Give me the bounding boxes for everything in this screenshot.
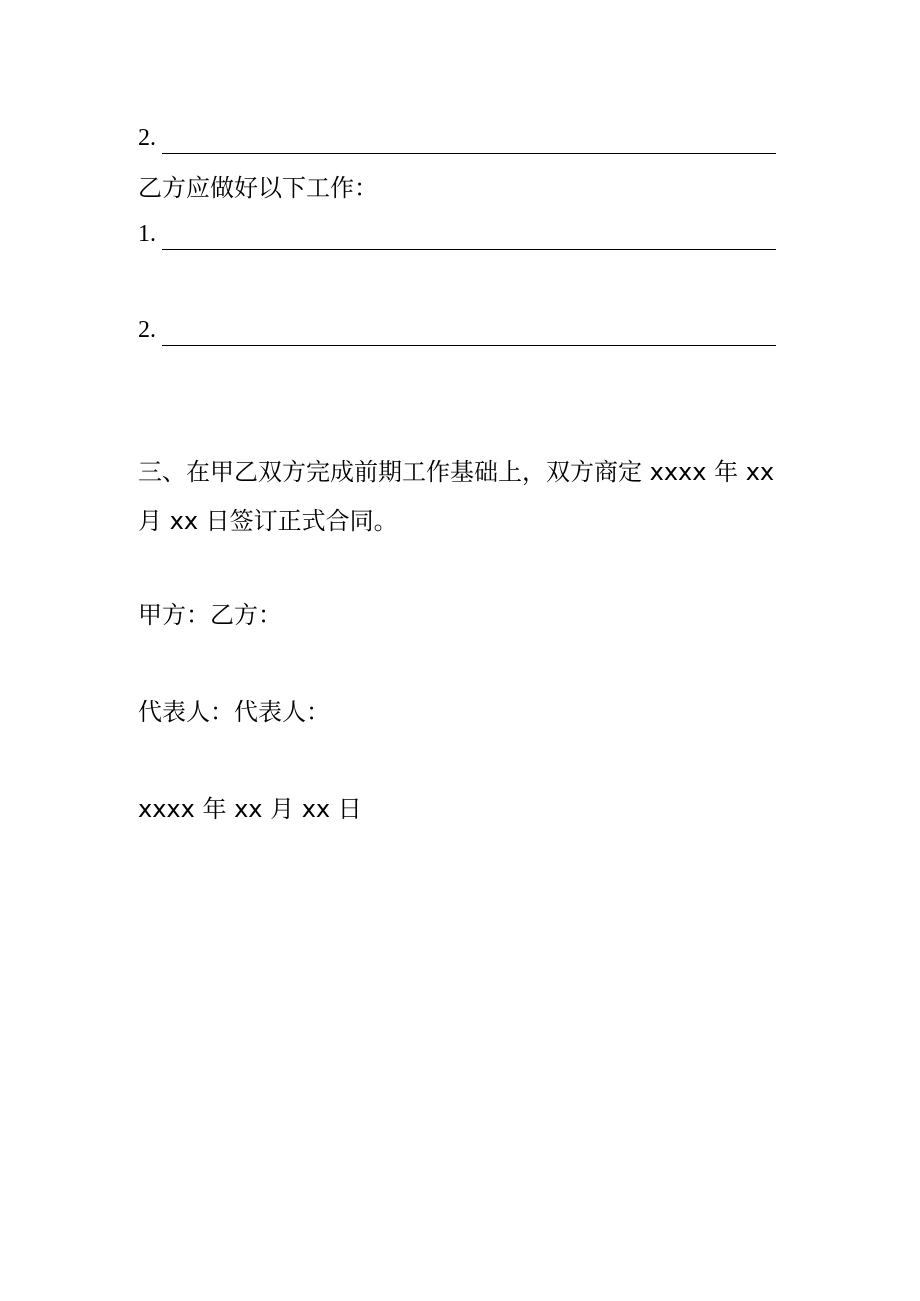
item-number: 1. — [138, 221, 156, 247]
clause-3-line-1: 三、在甲乙双方完成前期工作基础上，双方商定 xxxx 年 xx — [138, 458, 775, 486]
signature-representatives: 代表人：代表人： — [138, 698, 330, 726]
clause-3-line-2: 月 xx 日签订正式合同。 — [138, 507, 398, 535]
signature-parties: 甲方：乙方： — [138, 601, 282, 629]
signature-date: xxxx 年 xx 月 xx 日 — [138, 795, 362, 823]
fill-in-blank-line — [162, 153, 776, 154]
fill-in-blank-line — [162, 249, 776, 250]
party-b-item-2 — [138, 318, 776, 348]
party-b-item-1 — [138, 222, 776, 252]
item-number: 2. — [138, 317, 156, 343]
party-a-item-2 — [138, 126, 776, 156]
item-number: 2. — [138, 125, 156, 151]
party-b-heading: 乙方应做好以下工作： — [138, 174, 378, 202]
fill-in-blank-line — [162, 345, 776, 346]
